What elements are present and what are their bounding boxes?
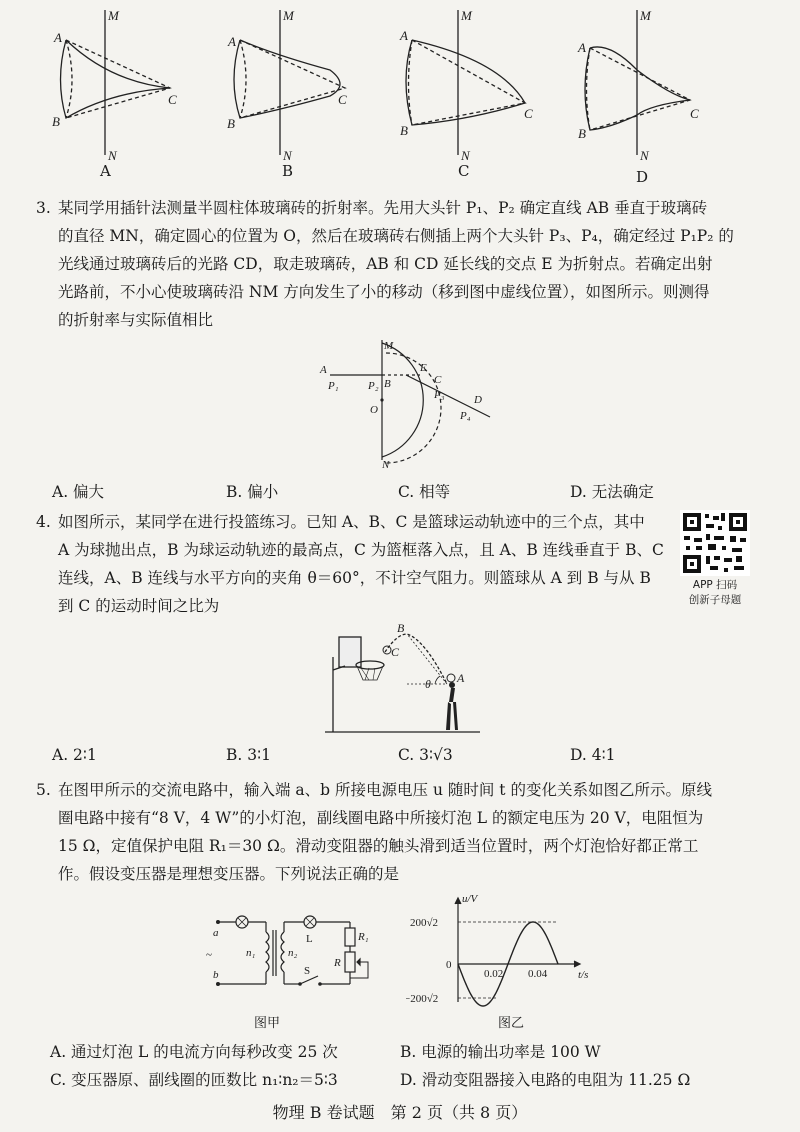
svg-text:C: C [391, 645, 400, 659]
resistor-r1 [345, 928, 355, 946]
svg-text:A: A [400, 28, 408, 43]
svg-text:M: M [461, 8, 472, 23]
q5-line-4: 作。假设变压器是理想变压器。下列说法正确的是 [58, 865, 400, 883]
q3-option-b[interactable]: B. 偏小 [226, 483, 279, 501]
svg-text:M: M [283, 8, 294, 23]
svg-text:P₂: P₂ [368, 380, 379, 392]
q3-line-1: 某同学用插针法测量半圆柱体玻璃砖的折射率。先用大头针 P₁、P₂ 确定直线 AB 垂直于玻璃砖 [58, 199, 708, 217]
svg-text:D: D [474, 394, 482, 406]
q5-option-d[interactable]: D. 滑动变阻器接入电路的电阻为 11.25 Ω [400, 1071, 691, 1089]
q3-shifted-semicircle [386, 353, 441, 463]
q4-option-c[interactable]: C. 3∶√3 [398, 746, 453, 764]
svg-text:C: C [338, 92, 347, 107]
fig-a-m-label: M [108, 8, 119, 23]
svg-text:R₁: R₁ [358, 931, 369, 943]
svg-text:C: C [434, 374, 442, 386]
q3-option-d[interactable]: D. 无法确定 [570, 483, 654, 501]
svg-text:M: M [384, 340, 394, 352]
svg-text:B: B [227, 116, 235, 131]
svg-text:u/V: u/V [462, 893, 478, 905]
svg-text:A: A [54, 30, 62, 45]
svg-text:P₁: P₁ [328, 380, 339, 392]
secondary-coil [281, 932, 284, 972]
svg-text:C: C [168, 92, 177, 107]
svg-text:M: M [640, 8, 651, 23]
q4-option-d[interactable]: D. 4∶1 [570, 746, 616, 764]
svg-text:N: N [108, 148, 117, 163]
svg-text:A: A [457, 671, 465, 685]
q4-line-3: 连线，A、B 连线与水平方向的夹角 θ＝60°，不计空气阻力。则篮球从 A 到 B 与从 B [58, 569, 651, 587]
fig-label-d: D [636, 168, 649, 186]
svg-text:P₃: P₃ [434, 389, 445, 401]
svg-text:S: S [304, 965, 311, 977]
svg-text:A: A [320, 364, 327, 376]
svg-text:A: A [578, 40, 586, 55]
xtick-1: 0.02 [484, 968, 504, 980]
fig-a-curve [61, 40, 171, 118]
q5-line-3: 15 Ω，定值保护电阻 R₁＝30 Ω。滑动变阻器的触头滑到适当位置时，两个灯泡恰好都正常工 [58, 837, 699, 855]
svg-text:N: N [382, 459, 390, 470]
svg-text:B: B [52, 114, 60, 129]
fig-label-b: B [282, 162, 294, 180]
rheostat-r [345, 952, 355, 972]
q5-graph [406, 892, 606, 1010]
q3-option-a[interactable]: A. 偏大 [52, 483, 105, 501]
svg-text:N: N [283, 148, 292, 163]
question-5 [36, 776, 776, 888]
q3-line-2: 的直径 MN，确定圆心的位置为 O，然后在玻璃砖右侧插上两个大头针 P₃、P₄，确定经过 P₁P₂ 的 [58, 227, 734, 245]
svg-text:O: O [370, 404, 378, 416]
fig-label-a: A [100, 162, 111, 180]
u-t-graph [406, 892, 606, 1010]
question-4 [36, 508, 676, 620]
trajectory [385, 634, 447, 684]
svg-text:0: 0 [446, 959, 452, 971]
svg-text:R: R [334, 957, 341, 969]
svg-text:P₄: P₄ [460, 410, 471, 422]
ytick-bottom: −200√2 [406, 993, 439, 1005]
svg-text:B: B [578, 126, 586, 141]
svg-text:a: a [213, 927, 219, 939]
q3-semicircle [382, 343, 423, 457]
q4-line-4: 到 C 的运动时间之比为 [58, 597, 220, 615]
qr-code[interactable] [680, 510, 750, 576]
svg-text:E: E [420, 362, 427, 374]
svg-text:N: N [461, 148, 470, 163]
q5-option-c[interactable]: C. 变压器原、副线圈的匝数比 n₁∶n₂＝5∶3 [50, 1071, 338, 1089]
svg-text:C: C [690, 106, 699, 121]
q4-figure [325, 622, 485, 737]
q3-figure [310, 335, 510, 470]
q3-line-5: 的折射率与实际值相比 [58, 311, 214, 329]
svg-text:B: B [400, 123, 408, 138]
svg-text:B: B [397, 622, 405, 635]
q4-number: 4. [36, 513, 51, 531]
fig-a-dashed [66, 40, 170, 118]
caption-fig-jia: 图甲 [254, 1016, 281, 1031]
fig-label-c: C [458, 162, 470, 180]
q4-line-2: A 为球抛出点，B 为球运动轨迹的最高点，C 为篮框落入点，且 A、B 连线垂直于 B、C [58, 541, 664, 559]
fig-c-curve [406, 40, 525, 125]
q5-line-2: 圈电路中接有“8 V，4 W”的小灯泡，副线圈电路中所接灯泡 L 的额定电压为 20 V，电阻恒为 [58, 809, 704, 827]
top-figures [0, 0, 800, 190]
q3-line-4: 光路前，不小心使玻璃砖沿 NM 方向发生了小的移动（移到图中虚线位置），如图所示。则测得 [58, 283, 710, 301]
q4-option-b[interactable]: B. 3∶1 [226, 746, 272, 764]
q3-option-c[interactable]: C. 相等 [398, 483, 451, 501]
player-silhouette [446, 688, 458, 730]
svg-text:C: C [524, 106, 533, 121]
q4-line-1: 如图所示，某同学在进行投篮练习。已知 A、B、C 是篮球运动轨迹中的三个点，其中 [58, 513, 645, 531]
svg-text:t/s: t/s [578, 969, 589, 981]
qr-code-icon [680, 510, 750, 576]
q5-option-a[interactable]: A. 通过灯泡 L 的电流方向每秒改变 25 次 [50, 1043, 338, 1061]
ytick-top: 200√2 [410, 917, 439, 929]
svg-text:b: b [213, 969, 219, 981]
xtick-2: 0.04 [528, 968, 548, 980]
top-figures-svg [0, 0, 800, 190]
svg-text:n₁: n₁ [246, 947, 256, 959]
svg-text:A: A [228, 34, 236, 49]
qr-caption: APP 扫码 创新子母题 [688, 579, 742, 606]
svg-text:N: N [640, 148, 649, 163]
svg-text:n₂: n₂ [288, 947, 298, 959]
q4-option-a[interactable]: A. 2∶1 [52, 746, 97, 764]
svg-text:θ: θ [425, 677, 431, 691]
svg-text:~: ~ [206, 949, 212, 961]
caption-fig-yi: 图乙 [498, 1016, 525, 1031]
q5-line-1: 在图甲所示的交流电路中，输入端 a、b 所接电源电压 u 随时间 t 的变化关系如图乙所示。原线 [58, 781, 712, 799]
question-3 [36, 194, 776, 334]
svg-text:L: L [306, 933, 313, 945]
q5-option-b[interactable]: B. 电源的输出功率是 100 W [400, 1043, 601, 1061]
switch-s [300, 976, 318, 984]
primary-coil [266, 932, 269, 972]
q3-line-3: 光线通过玻璃砖后的光路 CD，取走玻璃砖，AB 和 CD 延长线的交点 E 为折射点。若确定出射 [58, 255, 713, 273]
q5-number: 5. [36, 781, 51, 799]
q5-circuit [200, 906, 380, 1006]
page-footer: 物理 B 卷试题 第 2 页（共 8 页） [272, 1103, 528, 1122]
q3-number: 3. [36, 199, 51, 217]
svg-text:B: B [384, 378, 391, 390]
